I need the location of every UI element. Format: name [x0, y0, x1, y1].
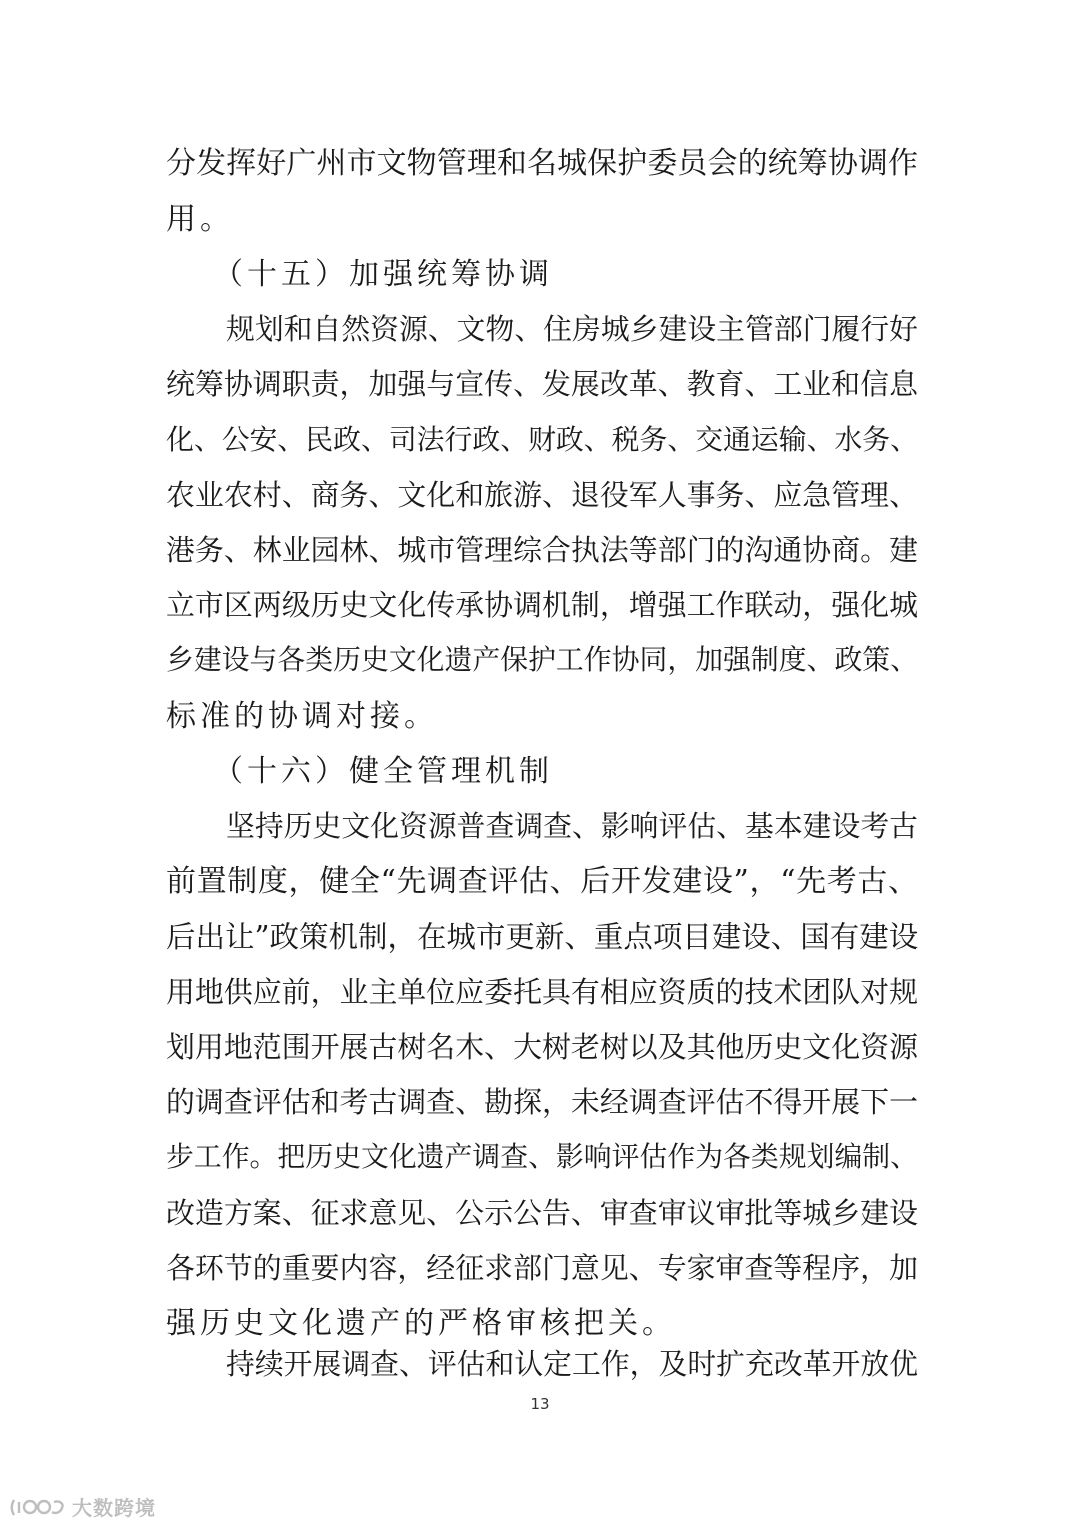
page-number: 13: [530, 1395, 550, 1413]
paragraph-line: 划用地范围开展古树名木、大树老树以及其他历史文化资源: [166, 1030, 918, 1064]
paragraph-line: 坚持历史文化资源普查调查、影响评估、基本建设考古: [226, 809, 918, 843]
watermark-logo-icon: [10, 1496, 68, 1518]
paragraph-line: 用地供应前，业主单位应委托具有相应资质的技术团队对规: [166, 975, 918, 1009]
paragraph-line: 步工作。把历史文化遗产调查、影响评估作为各类规划编制、: [166, 1140, 918, 1173]
paragraph-line: 强历史文化遗产的严格审核把关。: [166, 1306, 676, 1341]
paragraph-line: 各环节的重要内容，经征求部门意见、专家审查等程序，加: [166, 1251, 918, 1285]
paragraph-line: 用。: [166, 202, 234, 237]
watermark: [10, 1492, 156, 1521]
paragraph-line: 立市区两级历史文化传承协调机制，增强工作联动，强化城: [166, 588, 918, 622]
paragraph-line: 农业农村、商务、文化和旅游、退役军人事务、应急管理、: [166, 478, 918, 512]
paragraph-line: 改造方案、征求意见、公示公告、审查审议审批等城乡建设: [166, 1196, 918, 1230]
section-heading-15: （十五）加强统筹协调: [213, 257, 553, 292]
watermark-text: 大数跨境: [72, 1496, 156, 1520]
paragraph-line: 化、公安、民政、司法行政、财政、税务、交通运输、水务、: [166, 423, 918, 456]
paragraph-line: 前置制度，健全“先调查评估、后开发建设”，“先考古、: [166, 864, 918, 899]
paragraph-line: 持续开展调查、评估和认定工作，及时扩充改革开放优: [226, 1347, 918, 1381]
paragraph-line: 标准的协调对接。: [166, 699, 438, 734]
paragraph-line: 乡建设与各类历史文化遗产保护工作协同，加强制度、政策、: [166, 643, 918, 676]
paragraph-line: 的调查评估和考古调查、勘探，未经调查评估不得开展下一: [166, 1085, 918, 1119]
section-heading-16: （十六）健全管理机制: [213, 754, 553, 789]
paragraph-line: 规划和自然资源、文物、住房城乡建设主管部门履行好: [226, 312, 918, 346]
paragraph-line: 后出让”政策机制，在城市更新、重点项目建设、国有建设: [166, 920, 919, 954]
paragraph-line: 统筹协调职责，加强与宣传、发展改革、教育、工业和信息: [166, 367, 918, 401]
paragraph-line: 分发挥好广州市文物管理和名城保护委员会的统筹协调作: [166, 146, 918, 181]
paragraph-line: 港务、林业园林、城市管理综合执法等部门的沟通协商。建: [166, 533, 918, 567]
